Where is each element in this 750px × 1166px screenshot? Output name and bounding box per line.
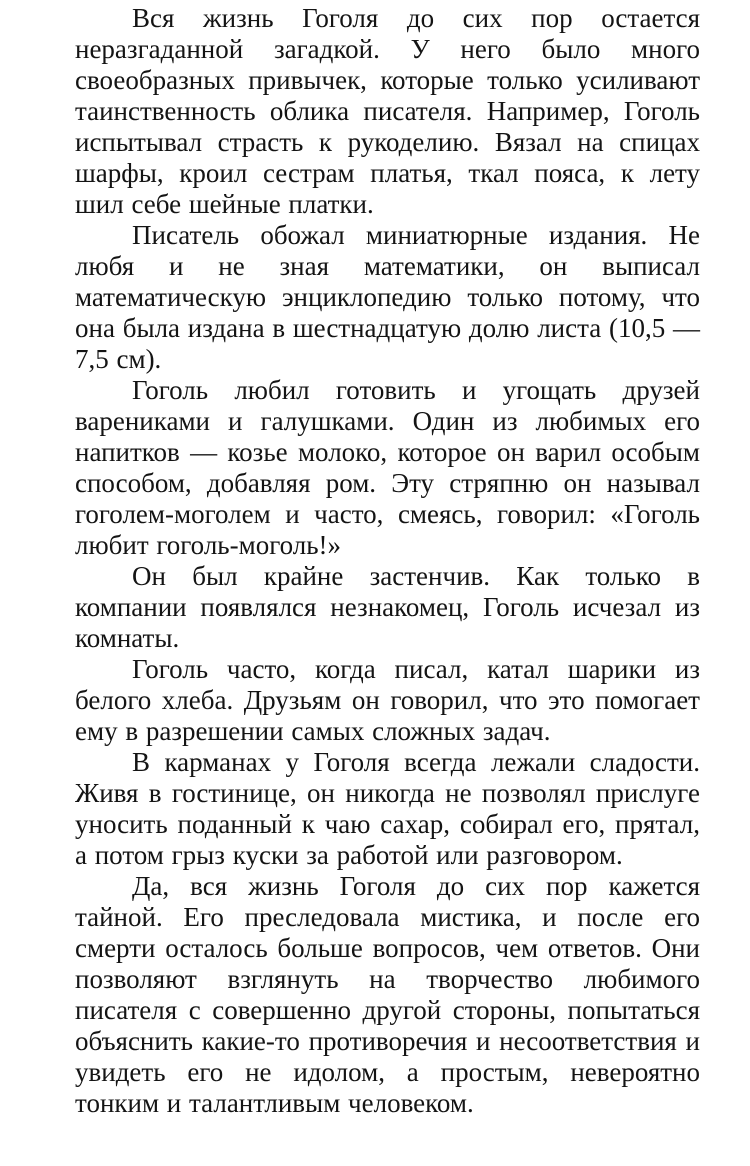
paragraph-bread-balls: Гоголь часто, когда писал, катал шарики из белого хлеба. Друзьям он говорил, что это помогает ему в разрешении самых сложных задач. xyxy=(75,654,700,746)
paragraph-cooking: Гоголь любил готовить и угощать друзей варениками и галушками. Один из любимых его напитков — козье молоко, которое он варил особым способом, добавляя ром. Эту стряпню он называл гоголем-моголем и часто, смеясь, говорил: «Гоголь любит гоголь-моголь!» xyxy=(75,375,700,560)
paragraph-miniature-editions: Писатель обожал миниатюрные издания. Не любя и не зная математики, он выписал математическую энциклопедию только потому, что она была издана в шестнадцатую долю листа (10,5 —7,5 см). xyxy=(75,220,700,374)
paragraph-conclusion: Да, вся жизнь Гоголя до сих пор кажется тайной. Его преследовала мистика, и после его смерти осталось больше вопросов, чем ответов. Они позволяют взглянуть на творчество любимого писателя с совершенно другой стороны, попытаться объяснить какие-то противоречия и несоответствия и увидеть его не идолом, а простым, невероятно тонким и талантливым человеком. xyxy=(75,871,700,1118)
paragraph-shyness: Он был крайне застенчив. Как только в компании появлялся незнакомец, Гоголь исчезал из комнаты. xyxy=(75,561,700,653)
paragraph-gogol-riddle: Вся жизнь Гоголя до сих пор остается неразгаданной загадкой. У него было много своеобразных привычек, которые только усиливают таинственность облика писателя. Например, Гоголь испытывал страсть к рукоделию. Вязал на спицах шарфы, кроил сестрам платья, ткал пояса, к лету шил себе шейные платки. xyxy=(75,3,700,219)
paragraph-sweets: В карманах у Гоголя всегда лежали сладости. Живя в гостинице, он никогда не позволял прислуге уносить поданный к чаю сахар, собирал его, прятал, а потом грыз куски за работой или разговором. xyxy=(75,747,700,870)
